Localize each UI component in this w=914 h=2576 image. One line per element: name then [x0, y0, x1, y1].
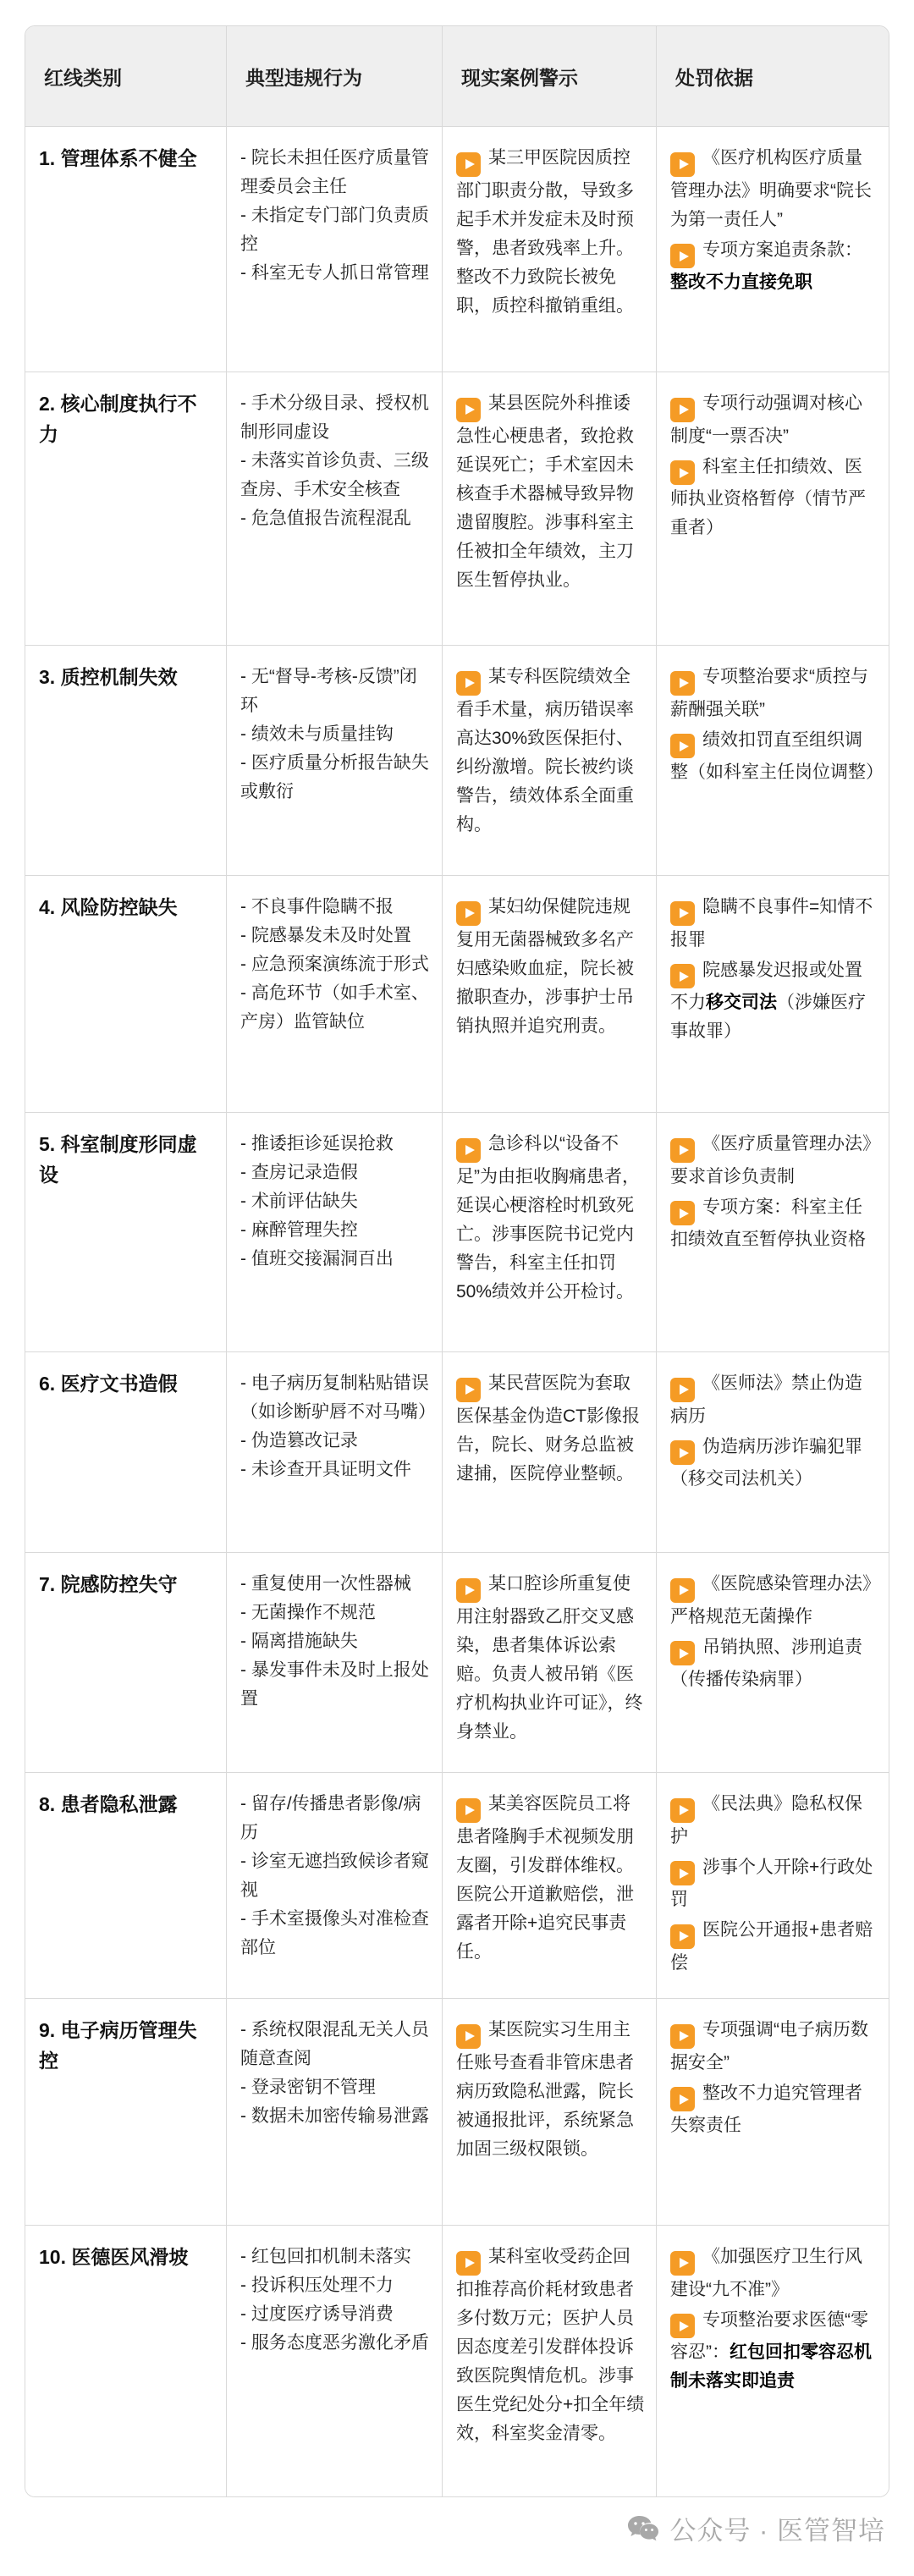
play-icon	[456, 1378, 481, 1402]
play-icon	[670, 1378, 695, 1402]
violations-cell	[227, 876, 443, 1112]
play-icon	[670, 734, 695, 758]
penalty-text: 《医院感染管理办法》严格规范无菌操作	[670, 1574, 872, 1627]
case-cell	[443, 127, 657, 372]
penalty-text: 《民法典》隐私权保护	[670, 1794, 862, 1847]
penalty-item	[670, 1433, 878, 1494]
table-row	[25, 876, 889, 1113]
violation-item: - 绩效未与质量挂钩	[240, 724, 394, 744]
violation-item: - 未落实首诊负责、三级查房、手术安全核查	[240, 451, 429, 499]
category-text: 9. 电子病历管理失控	[39, 2019, 197, 2072]
table-row	[25, 1352, 889, 1553]
penalty-item	[670, 2243, 878, 2304]
category-cell	[25, 876, 227, 1112]
violation-item: - 暴发事件未及时上报处置	[240, 1660, 429, 1709]
penalty-item	[670, 726, 884, 788]
category-cell	[25, 1113, 227, 1351]
violation-item: - 危急值报告流程混乱	[240, 509, 411, 528]
category-text: 4. 风险防控缺失	[39, 896, 178, 918]
penalty-item	[670, 1193, 878, 1255]
penalty-text: 《医疗机构医疗质量管理办法》明确要求“院长为第一责任人”	[670, 148, 872, 229]
case-paragraph	[456, 1790, 646, 1967]
column-header-violations: 典型违规行为	[227, 26, 443, 126]
violation-item: - 手术分级目录、授权机制形同虚设	[240, 394, 429, 442]
penalty-item	[670, 663, 878, 724]
case-paragraph	[456, 663, 646, 839]
penalty-item	[670, 453, 878, 543]
violation-item: - 查房记录造假	[240, 1163, 358, 1182]
category-cell	[25, 1773, 227, 1998]
redline-table	[25, 25, 889, 2497]
case-text: 某县医院外科推诿急性心梗患者，致抢救延误死亡；手术室因未核查手术器械导致异物遗留腹腔。涉事科室主任被扣全年绩效，主刀医生暂停执业。	[456, 394, 634, 590]
penalty-item	[670, 893, 878, 955]
play-icon	[670, 460, 695, 485]
penalty-item	[670, 144, 878, 234]
case-paragraph	[456, 1130, 646, 1307]
play-icon	[670, 671, 695, 696]
category-text: 5. 科室制度形同虚设	[39, 1133, 197, 1186]
play-icon	[456, 901, 481, 926]
penalty-text-emphasis: 红包回扣零容忍机制未落实即追责	[670, 2342, 872, 2391]
category-text: 10. 医德医风滑坡	[39, 2246, 189, 2268]
penalty-text: 医院公开通报+患者赔偿	[670, 1920, 873, 1973]
case-text: 某专科医院绩效全看手术量，病历错误率高达30%致医保拒付、纠纷激增。院长被约谈警告，绩效体系全面重构。	[456, 667, 635, 834]
play-icon	[456, 1798, 481, 1823]
violation-item: - 电子病历复制粘贴错误（如诊断驴唇不对马嘴）	[240, 1373, 436, 1422]
penalty-text: 涉事个人开除+行政处罚	[670, 1857, 873, 1909]
violation-item: - 数据未加密传输易泄露	[240, 2106, 429, 2126]
case-text: 某口腔诊所重复使用注射器致乙肝交叉感染，患者集体诉讼索赔。负责人被吊销《医疗机构执业许可证》，终身禁业。	[456, 1574, 643, 1742]
violation-item: - 不良事件隐瞒不报	[240, 897, 394, 916]
violation-item: - 院感暴发未及时处置	[240, 926, 411, 945]
watermark	[0, 2497, 914, 2547]
violations-cell	[227, 372, 443, 645]
penalty-text: 伪造病历涉诈骗犯罪（移交司法机关）	[670, 1436, 862, 1489]
penalty-item	[670, 1130, 878, 1192]
violation-item: - 系统权限混乱无关人员随意查阅	[240, 2020, 429, 2068]
play-icon	[670, 2024, 695, 2049]
violation-item: - 手术室摄像头对准检查部位	[240, 1909, 429, 1957]
penalty-cell	[657, 646, 889, 875]
table-row	[25, 646, 889, 876]
wechat-icon	[627, 2515, 659, 2542]
column-header-penalty: 处罚依据	[675, 66, 753, 89]
violation-item: - 术前评估缺失	[240, 1192, 358, 1211]
penalty-text: 整改不力追究管理者失察责任	[670, 2083, 862, 2135]
category-cell	[25, 1553, 227, 1772]
column-header-case: 现实案例警示	[443, 26, 657, 126]
violation-item: - 过度医疗诱导消费	[240, 2304, 394, 2324]
table-row	[25, 372, 889, 646]
penalty-text: 院感暴发迟报或处置不力	[670, 960, 862, 1012]
case-cell	[443, 646, 657, 875]
category-text: 8. 患者隐私泄露	[39, 1793, 178, 1815]
penalty-text: 专项整治要求医德“零容忍”：	[670, 2309, 868, 2362]
play-icon	[670, 1440, 695, 1465]
violation-item: - 隔离措施缺失	[240, 1632, 358, 1651]
penalty-item	[670, 389, 878, 451]
violation-item: - 投诉积压处理不力	[240, 2276, 394, 2295]
violation-item: - 留存/传播患者影像/病历	[240, 1794, 421, 1842]
case-cell	[443, 372, 657, 645]
case-text: 某三甲医院因质控部门职责分散，导致多起手术并发症未及时预警，患者致残率上升。整改不力致院长被免职，质控科撤销重组。	[456, 148, 634, 316]
play-icon	[670, 1798, 695, 1823]
table-row	[25, 2226, 889, 2496]
penalty-item	[670, 1570, 878, 1632]
violation-item: - 科室无专人抓日常管理	[240, 263, 429, 283]
case-paragraph	[456, 2016, 646, 2164]
penalty-cell	[657, 372, 889, 645]
violation-item: - 红包回扣机制未落实	[240, 2247, 411, 2266]
case-cell	[443, 1999, 657, 2225]
penalty-cell	[657, 1773, 889, 1998]
table-row	[25, 1999, 889, 2226]
table-body	[25, 127, 889, 2496]
penalty-text: 吊销执照、涉刑追责（传播传染病罪）	[670, 1637, 862, 1689]
penalty-text-emphasis: 整改不力直接免职	[670, 272, 812, 292]
play-icon	[670, 1861, 695, 1885]
play-icon	[456, 2024, 481, 2049]
case-paragraph	[456, 1570, 646, 1747]
category-text: 2. 核心制度执行不力	[39, 393, 197, 445]
case-cell	[443, 1352, 657, 1552]
penalty-cell	[657, 1113, 889, 1351]
penalty-cell	[657, 1352, 889, 1552]
play-icon	[670, 901, 695, 926]
play-icon	[670, 2314, 695, 2338]
category-text: 3. 质控机制失效	[39, 666, 178, 688]
penalty-text: 专项强调“电子病历数据安全”	[670, 2020, 868, 2072]
penalty-text: 专项方案追责条款：	[702, 239, 862, 260]
play-icon	[670, 398, 695, 422]
penalty-text-emphasis: 移交司法	[706, 993, 777, 1012]
penalty-cell	[657, 1999, 889, 2225]
penalty-text: 科室主任扣绩效、医师执业资格暂停（情节严重者）	[670, 456, 866, 537]
violation-item: - 值班交接漏洞百出	[240, 1249, 394, 1269]
play-icon	[670, 1138, 695, 1163]
penalty-item	[670, 1916, 878, 1978]
violation-item: - 登录密钥不管理	[240, 2078, 376, 2097]
penalty-text: （涉嫌医疗事故罪）	[670, 993, 866, 1041]
play-icon	[670, 2087, 695, 2111]
category-text: 6. 医疗文书造假	[39, 1373, 178, 1395]
penalty-text: 《医疗质量管理办法》要求首诊负责制	[670, 1134, 872, 1186]
violation-item: - 服务态度恶劣激化矛盾	[240, 2333, 429, 2353]
violation-item: - 重复使用一次性器械	[240, 1574, 411, 1593]
play-icon	[670, 1641, 695, 1665]
play-icon	[670, 1201, 695, 1225]
play-icon	[456, 1138, 481, 1163]
case-text: 某美容医院员工将患者隆胸手术视频发朋友圈，引发群体维权。医院公开道歉赔偿，泄露者开除+追究民事责任。	[456, 1794, 634, 1962]
penalty-cell	[657, 127, 889, 372]
penalty-cell	[657, 876, 889, 1112]
violations-cell	[227, 2226, 443, 2496]
violation-item: - 应急预案演练流于形式	[240, 955, 429, 974]
violations-cell	[227, 1773, 443, 1998]
table-row	[25, 1553, 889, 1773]
play-icon	[670, 964, 695, 988]
play-icon	[456, 2251, 481, 2276]
penalty-cell	[657, 1553, 889, 1772]
penalty-cell	[657, 2226, 889, 2496]
violation-item: - 医疗质量分析报告缺失或敷衍	[240, 753, 429, 801]
violation-item: - 推诿拒诊延误抢救	[240, 1134, 394, 1153]
penalty-item	[670, 236, 878, 298]
table-header-row	[25, 26, 889, 127]
play-icon	[456, 1578, 481, 1603]
penalty-text: 专项方案：科室主任扣绩效直至暂停执业资格	[670, 1197, 866, 1249]
case-paragraph	[456, 389, 646, 595]
category-cell	[25, 372, 227, 645]
violation-item: - 高危环节（如手术室、产房）监管缺位	[240, 983, 429, 1032]
case-cell	[443, 2226, 657, 2496]
category-cell	[25, 127, 227, 372]
play-icon	[670, 244, 695, 268]
play-icon	[670, 1578, 695, 1603]
penalty-item	[670, 1369, 878, 1431]
category-text: 1. 管理体系不健全	[39, 147, 197, 169]
case-paragraph	[456, 2243, 646, 2448]
violations-cell	[227, 1999, 443, 2225]
violations-cell	[227, 127, 443, 372]
violation-item: - 院长未担任医疗质量管理委员会主任	[240, 148, 429, 196]
case-paragraph	[456, 1369, 646, 1489]
violation-item: - 诊室无遮挡致候诊者窥视	[240, 1852, 429, 1900]
case-cell	[443, 876, 657, 1112]
category-cell	[25, 2226, 227, 2496]
violations-cell	[227, 646, 443, 875]
penalty-text: 《医师法》禁止伪造病历	[670, 1373, 862, 1426]
penalty-item	[670, 2079, 878, 2141]
violation-item: - 伪造篡改记录	[240, 1431, 358, 1450]
penalty-item	[670, 1853, 878, 1915]
case-paragraph	[456, 893, 646, 1041]
play-icon	[670, 1924, 695, 1949]
case-text: 急诊科以“设备不足”为由拒收胸痛患者，延误心梗溶栓时机致死亡。涉事医院书记党内警告，科室主任扣罚50%绩效并公开检讨。	[456, 1134, 640, 1302]
play-icon	[670, 2251, 695, 2276]
violations-cell	[227, 1352, 443, 1552]
play-icon	[456, 152, 481, 177]
penalty-item	[670, 956, 878, 1047]
case-text: 某科室收受药企回扣推荐高价耗材致患者多付数万元；医护人员因态度差引发群体投诉致医院舆情危机。涉事医生党纪处分+扣全年绩效，科室奖金清零。	[456, 2247, 645, 2443]
violations-cell	[227, 1553, 443, 1772]
column-header-category: 红线类别	[25, 26, 227, 126]
category-cell	[25, 1999, 227, 2225]
violations-cell	[227, 1113, 443, 1351]
penalty-text: 专项整治要求“质控与薪酬强关联”	[670, 667, 868, 719]
watermark-text: 公众号 · 医管智培	[669, 2516, 885, 2546]
category-cell	[25, 1352, 227, 1552]
table-row	[25, 1113, 889, 1352]
case-cell	[443, 1773, 657, 1998]
penalty-text: 隐瞒不良事件=知情不报罪	[670, 897, 873, 949]
play-icon	[456, 398, 481, 422]
case-text: 某民营医院为套取医保基金伪造CT影像报告，院长、财务总监被逮捕，医院停业整顿。	[456, 1373, 640, 1483]
case-text: 某医院实习生用主任账号查看非管床患者病历致隐私泄露，院长被通报批评，系统紧急加固三级权限锁。	[456, 2020, 634, 2159]
violation-item: - 麻醉管理失控	[240, 1220, 358, 1240]
play-icon	[456, 671, 481, 696]
case-cell	[443, 1113, 657, 1351]
penalty-text: 专项行动强调对核心制度“一票否决”	[670, 394, 862, 446]
violation-item: - 未指定专门部门负责质控	[240, 206, 429, 254]
case-paragraph	[456, 144, 646, 321]
violation-item: - 未诊查开具证明文件	[240, 1460, 411, 1479]
category-text: 7. 院感防控失守	[39, 1573, 178, 1595]
table-row	[25, 1773, 889, 1999]
table-row	[25, 127, 889, 372]
case-cell	[443, 1553, 657, 1772]
category-cell	[25, 646, 227, 875]
violation-item: - 无菌操作不规范	[240, 1603, 376, 1622]
penalty-item	[670, 2306, 878, 2397]
penalty-item	[670, 2016, 878, 2078]
penalty-item	[670, 1790, 878, 1852]
penalty-item	[670, 1633, 878, 1695]
play-icon	[670, 152, 695, 177]
case-text: 某妇幼保健院违规复用无菌器械致多名产妇感染败血症，院长被撤职查办，涉事护士吊销执照并追究刑责。	[456, 897, 634, 1036]
penalty-text: 绩效扣罚直至组织调整（如科室主任岗位调整）	[670, 729, 884, 782]
violation-item: - 无“督导-考核-反馈”闭环	[240, 667, 417, 715]
penalty-text: 《加强医疗卫生行风建设“九不准”》	[670, 2247, 862, 2299]
